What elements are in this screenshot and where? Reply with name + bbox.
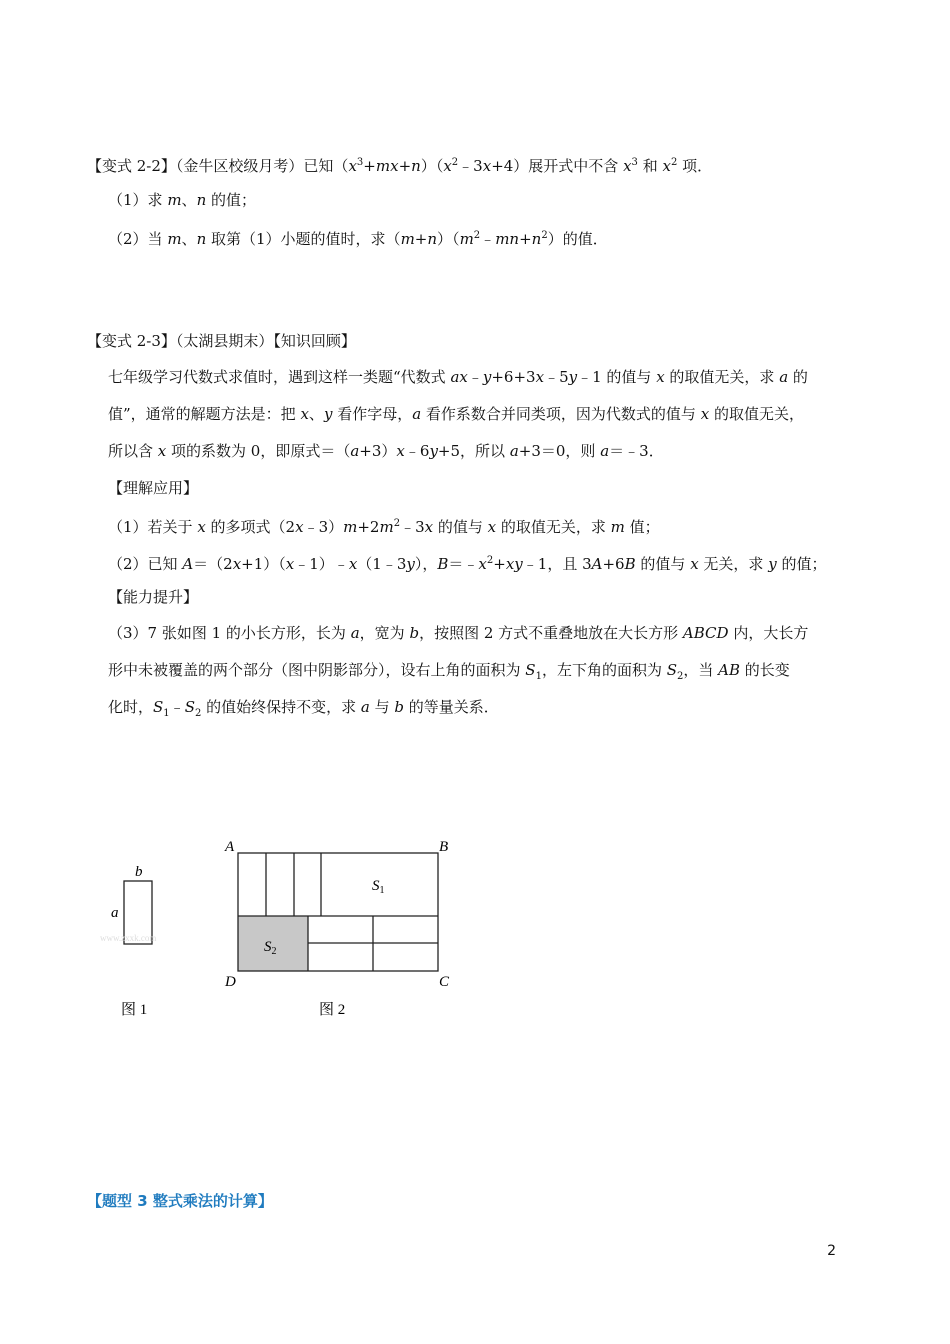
var: n	[427, 230, 438, 248]
var: x	[348, 157, 357, 175]
text: +	[414, 230, 428, 248]
v23-header: 【变式 2-3】（太湖县期末）【知识回顾】	[87, 332, 356, 350]
text: 的取值无关，	[709, 405, 804, 423]
var: m	[167, 230, 182, 248]
text: ，左下角的面积为	[541, 661, 667, 679]
text: +3）	[359, 442, 397, 460]
text: +2	[357, 518, 380, 536]
exp: 2	[541, 230, 548, 241]
text: 【变式 2-2】（金牛区校级月考）已知（	[87, 157, 349, 175]
var: n	[411, 157, 421, 175]
text: ﹣1）﹣	[294, 555, 349, 573]
text: ﹣	[169, 698, 185, 716]
var: x	[295, 518, 304, 536]
var: ax	[450, 368, 468, 386]
var: n	[196, 230, 207, 248]
text: 的值与	[433, 518, 488, 536]
var: y	[406, 555, 415, 573]
var: x	[482, 157, 492, 175]
text: 项的系数为 0，即原式＝（	[166, 442, 351, 460]
var: y	[568, 368, 578, 386]
var: B	[624, 555, 636, 573]
s2-sub: 2	[271, 946, 277, 957]
fig2-label: 图 2	[319, 1002, 346, 1018]
var: x	[623, 157, 632, 175]
var: x	[487, 518, 497, 536]
label-b: b	[135, 864, 143, 880]
var: x	[424, 518, 434, 536]
var: n	[196, 191, 207, 209]
text: 无关，求	[698, 555, 769, 573]
text: 、	[308, 405, 324, 423]
var: x	[443, 157, 452, 175]
text: 的值；	[206, 191, 257, 209]
exp: 2	[486, 555, 494, 566]
ability-heading: 【能力提升】	[108, 588, 199, 606]
text: 、	[181, 230, 197, 248]
var: m	[375, 157, 391, 175]
text: （1）若关于	[108, 518, 198, 536]
text: 化时，	[108, 698, 154, 716]
text: ﹣1，且 3	[522, 555, 592, 573]
var: b	[394, 698, 404, 716]
var: x	[396, 442, 405, 460]
corner-A: A	[225, 839, 235, 855]
exp: 2	[393, 518, 401, 529]
text: 项．	[677, 157, 713, 175]
text: +3＝0，则	[518, 442, 601, 460]
page-number: 2	[827, 1243, 836, 1259]
var: x	[197, 518, 206, 536]
s1-letter: S	[372, 878, 380, 894]
text: 值；	[624, 518, 660, 536]
section-title: 【题型 3 整式乘法的计算】	[87, 1192, 273, 1210]
var: b	[409, 624, 420, 642]
var: mn	[495, 230, 520, 248]
text: ，当	[683, 661, 719, 679]
text: ＝﹣	[448, 555, 479, 573]
text: ，按照图 2 方式不重叠地放在大长方形	[419, 624, 683, 642]
var: a	[600, 442, 610, 460]
text: ﹣6	[404, 442, 430, 460]
exp: 2	[670, 157, 678, 168]
var: x	[285, 555, 295, 573]
var: S	[525, 661, 536, 679]
var: xy	[505, 555, 523, 573]
text: ＝（2	[193, 555, 233, 573]
figure-2	[224, 839, 450, 1018]
var: B	[437, 555, 449, 573]
text: （2）当	[108, 230, 168, 248]
text: ）的值．	[547, 230, 608, 248]
var: m	[167, 191, 182, 209]
var: m	[343, 518, 358, 536]
text: 七年级学习代数式求值时，遇到这样一类题“代数式	[108, 368, 451, 386]
text: +6	[602, 555, 625, 573]
var: AB	[718, 661, 741, 679]
text: +	[398, 157, 412, 175]
text: 与	[369, 698, 395, 716]
var: y	[482, 368, 492, 386]
s2-letter: S	[264, 939, 272, 955]
text: ﹣3）	[303, 518, 344, 536]
var: m	[400, 230, 415, 248]
text: 值”，通常的解题方法是：把	[108, 405, 301, 423]
text: ﹣5	[544, 368, 569, 386]
text: ），	[414, 555, 438, 573]
var: m	[610, 518, 625, 536]
var: x	[535, 368, 545, 386]
label-s1	[372, 878, 385, 896]
figure-1	[100, 864, 156, 1018]
text: +1）（	[241, 555, 286, 573]
sub: 2	[677, 671, 684, 682]
text: ﹣3	[400, 518, 425, 536]
var: a	[509, 442, 519, 460]
text: ﹣1 的值与	[577, 368, 657, 386]
text: 、	[181, 191, 197, 209]
text: （1﹣3	[357, 555, 407, 573]
text: 的长变	[740, 661, 790, 679]
var: y	[429, 442, 438, 460]
text: 的值；	[776, 555, 827, 573]
var: A	[182, 555, 194, 573]
var: x	[232, 555, 242, 573]
text: 和	[637, 157, 663, 175]
text: +	[519, 230, 532, 248]
text: 看作字母，	[332, 405, 413, 423]
corner-D: D	[225, 974, 236, 990]
text: +	[363, 157, 376, 175]
var: a	[779, 368, 789, 386]
text: +5，所以	[437, 442, 510, 460]
text: 的值与	[635, 555, 691, 573]
var: x	[157, 442, 167, 460]
text: 内，大长方	[728, 624, 809, 642]
understand-heading: 【理解应用】	[108, 479, 199, 497]
sub: 1	[535, 671, 542, 682]
var: ABCD	[682, 624, 729, 642]
text: 的取值无关，求	[496, 518, 611, 536]
var: x	[348, 555, 358, 573]
var: S	[153, 698, 164, 716]
text: +4）展开式中不含	[491, 157, 624, 175]
sub: 2	[194, 708, 202, 719]
var: a	[350, 624, 360, 642]
text: 的	[788, 368, 808, 386]
var: x	[700, 405, 710, 423]
var: x	[390, 157, 399, 175]
text: 的多项式（2	[205, 518, 296, 536]
s1-sub: 1	[379, 885, 385, 896]
text: ﹣	[480, 230, 496, 248]
text: 的取值无关，求	[664, 368, 780, 386]
text: （2）已知	[108, 555, 183, 573]
var: x	[478, 555, 487, 573]
sub: 1	[163, 708, 170, 719]
fig1-label: 图 1	[121, 1002, 148, 1018]
var: S	[666, 661, 677, 679]
var: S	[184, 698, 195, 716]
shaded-s2	[238, 916, 308, 971]
var: a	[350, 442, 360, 460]
text: （1）求	[108, 191, 168, 209]
text: 的等量关系．	[404, 698, 499, 716]
text: 看作系数合并同类项，因为代数式的值与	[421, 405, 701, 423]
text: （3）7 张如图 1 的小长方形，长为	[108, 624, 351, 642]
exp: 3	[356, 157, 364, 168]
var: y	[323, 405, 333, 423]
exp: 2	[473, 230, 481, 241]
text: ）（	[420, 157, 444, 175]
var: m	[459, 230, 474, 248]
var: x	[656, 368, 665, 386]
text: 形中未被覆盖的两个部分（图中阴影部分），设右上角的面积为	[108, 661, 526, 679]
var: a	[360, 698, 370, 716]
text: +	[493, 555, 506, 573]
text: ）（	[437, 230, 460, 248]
var: n	[531, 230, 542, 248]
var: A	[591, 555, 603, 573]
text: 取第（1）小题的值时，求（	[206, 230, 401, 248]
var: m	[379, 518, 394, 536]
text: ﹣3	[458, 157, 483, 175]
exp: 3	[631, 157, 638, 168]
text: ﹣	[467, 368, 483, 386]
text: 的值始终保持不变，求	[201, 698, 361, 716]
text: 所以含	[108, 442, 158, 460]
watermark: www.zxxk.com	[100, 933, 157, 943]
text: ＝﹣3．	[609, 442, 664, 460]
text: +6+3	[491, 368, 536, 386]
var: x	[690, 555, 699, 573]
var: y	[768, 555, 777, 573]
exp: 2	[451, 157, 459, 168]
corner-C: C	[439, 974, 450, 990]
corner-B: B	[439, 839, 449, 855]
var: x	[662, 157, 671, 175]
label-a: a	[111, 905, 119, 921]
var: x	[300, 405, 309, 423]
var: a	[412, 405, 422, 423]
text: ，宽为	[359, 624, 410, 642]
